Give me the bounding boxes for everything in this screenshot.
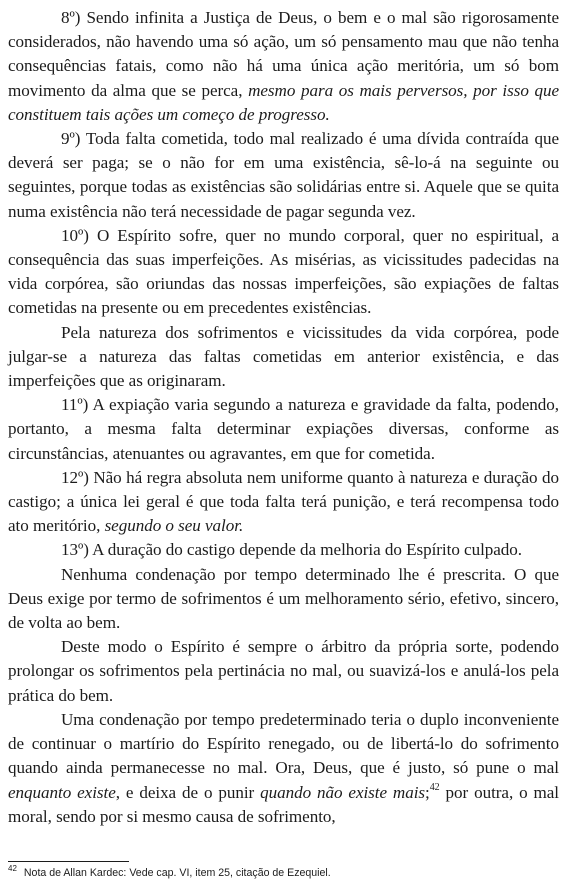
text-run: Nenhuma condenação por tempo determinado lhe é prescrita. O que Deus exige por termo de sofrimentos é um melhoramento sério, efetivo, sincero, de volta ao bem. xyxy=(8,564,559,633)
text-run: 13º) A duração do castigo depende da melhoria do Espírito culpado. xyxy=(61,540,523,560)
text-run: 10º) O Espírito sofre, quer no mundo corporal, quer no espiritual, a consequência das suas imperfeições. As misérias, as vicissitudes padecidas na vida corpórea, são oriundas das nossas imperfeições, são expiações de faltas cometidas na presente ou em precedentes existências. xyxy=(8,225,559,318)
italic-run: enquanto existe xyxy=(8,782,116,802)
footnote-reference[interactable]: 42 xyxy=(429,781,440,793)
paragraph xyxy=(8,708,559,829)
paragraph xyxy=(8,6,559,127)
text-run: por outra, o mal moral, sendo por si mesmo causa de sofrimento, xyxy=(8,782,559,826)
paragraph xyxy=(8,635,559,708)
paragraph xyxy=(8,321,559,394)
footnote-divider xyxy=(8,861,129,862)
italic-run: mesmo para os mais perversos, por isso que constituem tais ações um começo de progresso. xyxy=(8,80,560,124)
text-run: ; xyxy=(425,782,430,802)
text-run: Uma condenação por tempo predeterminado teria o duplo inconveniente de continuar o martírio do Espírito renegado, ou de libertá-lo do sofrimento quando ainda permanecesse no mal. Ora, Deus, que é justo, só pune o mal xyxy=(8,709,559,778)
text-run: 9º) Toda falta cometida, todo mal realizado é uma dívida contraída que deverá ser paga; se o não for em uma existência, sê-lo-á na seguinte ou seguintes, porque todas as existências são solidárias entre si. Aquele que se quita numa existência não terá necessidade de pagar segunda vez. xyxy=(8,129,559,221)
paragraph xyxy=(8,393,559,466)
italic-run: segundo o seu valor. xyxy=(104,516,244,536)
text-run: 8º) Sendo infinita a Justiça de Deus, o bem e o mal são rigorosamente considerados, não havendo uma só ação, um só pensamento mau que não tenha consequências fatais, como não há uma única ação meritória, um só bom movimento da alma que se perca, xyxy=(8,8,559,100)
footnote-text: Nota de Allan Kardec: Vede cap. VI, item 25, citação de Ezequiel. xyxy=(23,867,331,879)
footnote xyxy=(8,866,559,880)
paragraph xyxy=(8,563,559,636)
italic-run: quando não existe mais xyxy=(260,782,426,802)
text-run: , e deixa de o punir xyxy=(115,782,261,802)
footnote-number: 42 xyxy=(8,864,17,874)
text-run: Deste modo o Espírito é sempre o árbitro da própria sorte, podendo prolongar os sofrimentos pela pertinácia no mal, ou suavizá-los e anulá-los pela prática do bem. xyxy=(8,637,559,705)
page-body xyxy=(8,6,559,829)
paragraph xyxy=(8,224,559,321)
text-run: 11º) A expiação varia segundo a natureza e gravidade da falta, podendo, portanto, a mesma falta determinar expiações diversas, conforme as circunstâncias, atenuantes ou agravantes, em que for cometida. xyxy=(8,395,559,463)
paragraph xyxy=(8,538,559,562)
paragraph xyxy=(8,127,559,224)
paragraph xyxy=(8,466,559,539)
text-run: 12º) Não há regra absoluta nem uniforme quanto à natureza e duração do castigo; a única lei geral é que toda falta terá punição, e terá recompensa todo ato meritório, xyxy=(8,467,559,536)
text-run: Pela natureza dos sofrimentos e vicissitudes da vida corpórea, pode julgar-se a natureza das faltas cometidas em anterior existência, e das imperfeições que as originaram. xyxy=(8,322,559,391)
